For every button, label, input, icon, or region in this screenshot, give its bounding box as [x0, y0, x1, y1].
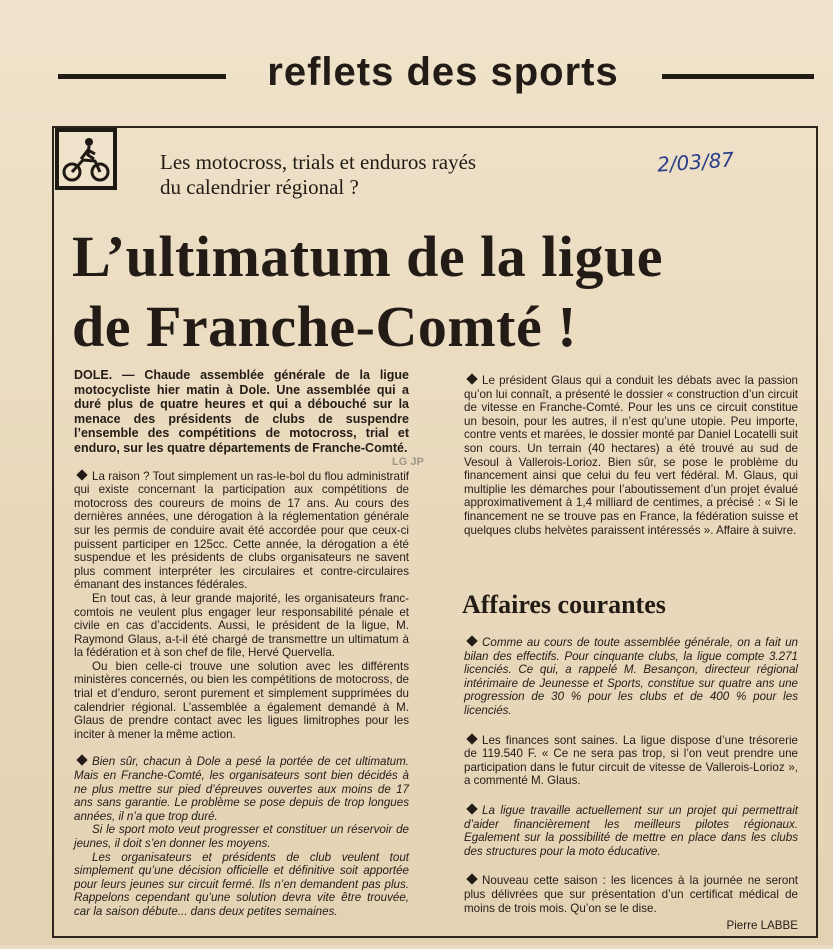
- news-bullet: Nouveau cette saison : les licences à la journée ne seront plus délivrées que sur présentation d’un certificat médical de moins de trois mois. Qu’on se le dise.: [464, 874, 798, 915]
- article-column-right: [464, 374, 798, 537]
- headline: [72, 222, 812, 362]
- headline-line-1: L’ultimatum de la ligue: [72, 224, 664, 289]
- article-paragraph: Si le sport moto veut progresser et constituer un réservoir de jeunes, il doit s’en donner les moyens.: [74, 823, 409, 850]
- diamond-bullet-icon: [76, 469, 87, 480]
- article-column-left: [74, 368, 409, 919]
- article-paragraph: Le président Glaus qui a conduit les débats avec la passion qu’on lui connaît, a présenté le dossier « construction d’un circuit de vitesse en Franche-Comté. Pour les uns ce circuit constitue un besoin, pour les autres, il n’est qu’une utopie. Peu importe, contre vents et marées, le dossier monté par Daniel Locatelli suit son cours. Un terrain (40 hectares) a été trouvé au sud de Vesoul à Vallerois-Lorioz. Bien sûr, se pose le problème du financement ainsi que celui du feu vert fédéral. M. Glaus, qui multiplie les démarches pour l’aboutissement d’un projet évalué approximativement à 1,4 milliard de centimes, a précisé : « Si le financement ne se trouve pas en France, la fédération suisse et quelques clubs helvètes paraissent intéressés ». Affaire à suivre.: [464, 374, 798, 537]
- news-bullet: La ligue travaille actuellement sur un projet qui permettrait d’aider financièrement les meilleurs pilotes régionaux. Egalement sur la possibilité de mettre en place dans les clubs des structures pour la moto éducative.: [464, 803, 798, 858]
- diamond-bullet-icon: [466, 874, 477, 885]
- news-bullet: Comme au cours de toute assemblée générale, on a fait un bilan des effectifs. Pour cinquante clubs, la ligue compte 3.271 licenciés. Ce qui, a rappelé M. Besançon, directeur régional intérimaire de Jeunesse et Sports, constitue sur quatre ans une progression de 30 % pour les clubs et de 400 % pour les licenciés.: [464, 636, 798, 717]
- diamond-bullet-icon: [76, 755, 87, 766]
- header-rule-left: [58, 74, 226, 79]
- kicker-line-1: Les motocross, trials et enduros rayés: [160, 150, 477, 174]
- ownership-stamp: LG JP: [392, 456, 424, 468]
- diamond-bullet-icon: [466, 803, 477, 814]
- section-header: reflets des sports: [267, 50, 619, 94]
- header-rule-right: [662, 74, 814, 79]
- diamond-bullet-icon: [466, 635, 477, 646]
- byline: Pierre LABBE: [726, 919, 798, 933]
- article-paragraph: Bien sûr, chacun à Dole a pesé la portée de cet ultimatum. Mais en Franche-Comté, les organisateurs sont bien décidés à ne plus mettre sur pied d’épreuves ouvertes aux moins de 17 ans sans garantie. Le problème se pose depuis de trop longues années, il n’a que trop duré.: [74, 755, 409, 823]
- motocross-icon: [55, 128, 117, 190]
- section-subheading: Affaires courantes: [462, 590, 666, 619]
- kicker-line-2: du calendrier régional ?: [160, 175, 359, 199]
- diamond-bullet-icon: [466, 373, 477, 384]
- headline-line-2: de Franche-Comté !: [72, 294, 578, 359]
- news-bullet: Les finances sont saines. La ligue dispose d’une trésorerie de 119.540 F. « Ce ne sera pas trop, si l’on veut prendre une participation dans le futur circuit de vitesse de Vallerois-Lorioz », a commenté M. Glaus.: [464, 733, 798, 788]
- article-paragraph: Les organisateurs et présidents de club veulent tout simplement qu’une décision officielle et définitive soit apportée pour leurs jeunes sur circuit fermé. Ils n’en demandent pas plus. Rappelons cependant qu’une solution devra vite être trouvée, car la saison débute... dans deux petites semaines.: [74, 850, 409, 918]
- article-paragraph: La raison ? Tout simplement un ras-le-bol du flou administratif qui existe concernant la participation aux compétitions de motocross des coureurs de moins de 17 ans. Au cours des dernières années, une dérogation à la réglementation générale sur les permis de conduire avait été accordée pour que ceux-ci puissent participer en 125cc. Cette année, la dérogation a été suspendue et les présidents de clubs organisateurs ne savent plus comment interpréter les circulaires et contre-circulaires émanant des instances fédérales.: [74, 469, 409, 592]
- article-paragraph: Ou bien celle-ci trouve une solution avec les différents ministères concernés, ou bien les compétitions de motocross, de trial et d’enduro, seront purement et simplement supprimées du calendrier régional. L’assemblée a également demandé à M. Glaus de prendre contact avec les ligues limitrophes pour les inciter à mener la même action.: [74, 659, 409, 741]
- diamond-bullet-icon: [466, 733, 477, 744]
- affaires-courantes-section: [464, 636, 798, 949]
- kicker: [160, 150, 620, 200]
- handwritten-date: 2/03/87: [656, 147, 735, 177]
- article-lead: DOLE. — Chaude assemblée générale de la ligue motocycliste hier matin à Dole. Une assemblée qui a duré plus de quatre heures et qui a débouché sur la menace des présidents de clubs de suspendre l’ensemble des compétitions de motocross, trial et enduro, sur les quatre départements de Franche-Comté.: [74, 368, 409, 455]
- article-paragraph: En tout cas, à leur grande majorité, les organisateurs franc-comtois ne veulent plus engager leur responsabilité pénale et civile en cas d’accidents. Aussi, le président de la ligue, M. Raymond Glaus, a-t-il été chargé de transmettre un ultimatum à la fédération et à son chef de file, Hervé Quervella.: [74, 591, 409, 660]
